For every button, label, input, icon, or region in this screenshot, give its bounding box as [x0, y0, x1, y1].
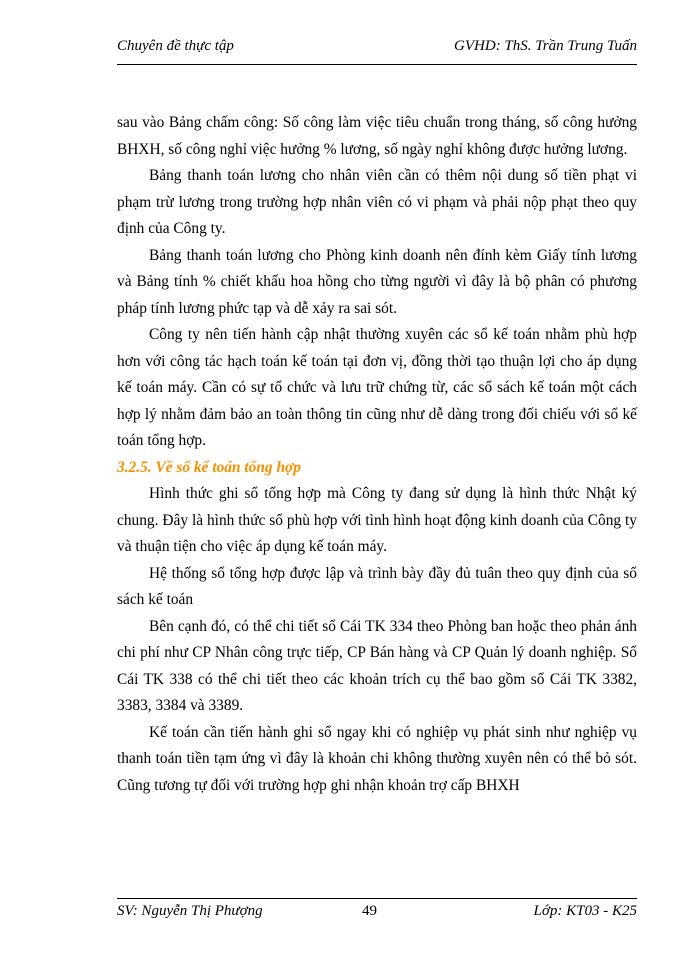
paragraph-4: Công ty nên tiến hành cập nhật thường xuyên các sổ kế toán nhằm phù hợp hơn với công tác hạch toán kế toán tại đơn vị, đồng thời tạo thuận lợi cho áp dụng kế toán máy. Cần có sự tổ chức và lưu trữ chứng từ, các sổ sách kế toán một cách hợp lý nhằm đảm bảo an toàn thông tin cũng như dễ dàng trong đối chiếu với sổ kế toán tổng hợp.	[117, 326, 637, 449]
paragraph-5: Hình thức ghi sổ tổng hợp mà Công ty đang sử dụng là hình thức Nhật ký chung. Đây là hình thức sổ phù hợp với tình hình hoạt động kinh doanh của Công ty và thuận tiện cho việc áp dụng kế toán máy.	[117, 485, 637, 555]
header-advisor: GVHD: ThS. Trần Trung Tuấn	[454, 38, 637, 54]
paragraph-8: Kế toán cần tiến hành ghi sổ ngay khi có nghiệp vụ phát sinh như nghiệp vụ thanh toán tiền tạm ứng vì đây là khoản chi không thường xuyên nên có thể bỏ sót. Cũng tương tự đối với trường hợp ghi nhận khoản trợ cấp BHXH	[117, 723, 637, 794]
header-divider	[117, 64, 637, 65]
paragraph-6: Hệ thống sổ tổng hợp được lập và trình bày đầy đủ tuân theo quy định của sổ sách kế toán	[117, 564, 637, 608]
paragraph-1: sau vào Bảng chấm công: Số công làm việc tiêu chuẩn trong tháng, số công hưởng BHXH, số công nghỉ việc hưởng % lương, số ngày nghỉ không được hưởng lương.	[117, 114, 637, 158]
page-footer	[117, 903, 637, 927]
header-title: Chuyên đề thực tập	[117, 38, 234, 54]
document-body	[117, 110, 637, 799]
paragraph-7: Bên cạnh đó, có thể chi tiết sổ Cái TK 334 theo Phòng ban hoặc theo phản ánh chi phí như CP Nhân công trực tiếp, CP Bán hàng và CP Quản lý doanh nghiệp. Sổ Cái TK 338 có thể chi tiết theo các khoản trích cụ thể bao gồm sổ Cái TK 3382, 3383, 3384 và 3389.	[117, 617, 637, 714]
paragraph-2: Bảng thanh toán lương cho nhân viên cần có thêm nội dung số tiền phạt vi phạm trừ lương trong trường hợp nhân viên có vi phạm và phải nộp phạt theo quy định của Công ty.	[117, 167, 637, 237]
section-heading: 3.2.5. Về sổ kế toán tổng hợp	[117, 458, 301, 476]
paragraph-3: Bảng thanh toán lương cho Phòng kinh doanh nên đính kèm Giấy tính lương và Bảng tính % chiết khấu hoa hồng cho từng người vì đây là bộ phân có phương pháp tính lương phức tạp và dễ xảy ra sai sót.	[117, 246, 637, 317]
footer-student: SV: Nguyễn Thị Phượng	[117, 903, 263, 919]
footer-divider	[117, 898, 637, 899]
footer-class: Lớp: KT03 - K25	[533, 903, 637, 919]
page-number: 49	[362, 903, 377, 919]
page-header	[117, 38, 637, 62]
